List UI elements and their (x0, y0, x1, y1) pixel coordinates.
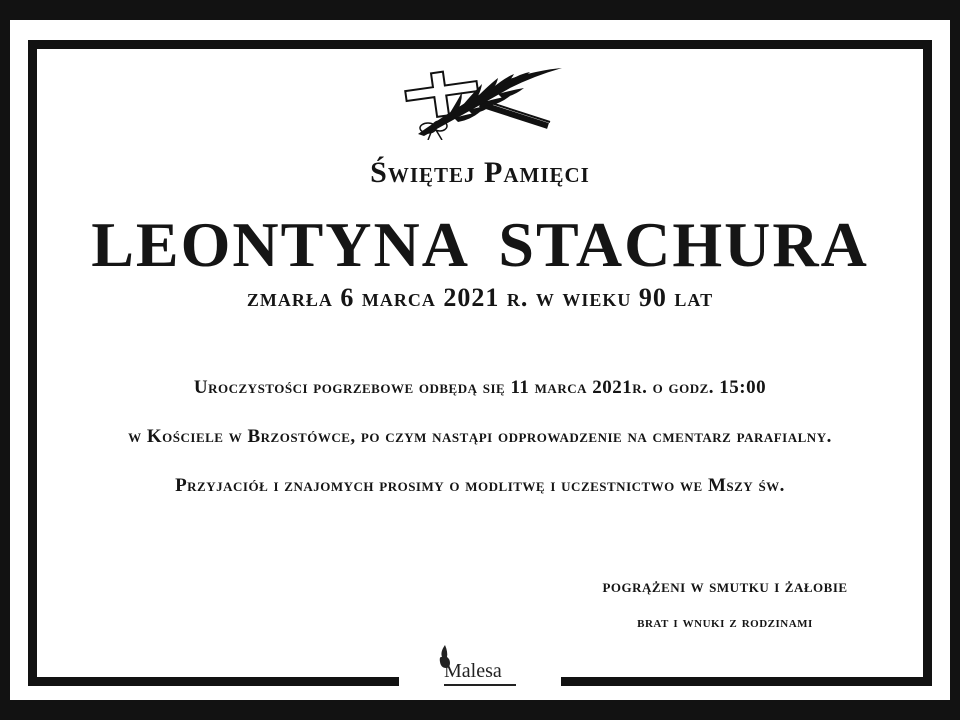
funeral-location-line: w Kościele w Brzostówce, po czym nastąpi odprowadzenie na cmentarz parafialny. (128, 426, 832, 447)
cross-with-palm-branch-icon (398, 66, 566, 140)
funeral-date-line: Uroczystości pogrzebowe odbędą się 11 marca 2021r. o godz. 15:00 (193, 377, 767, 398)
mourners-line: pogrążeni w smutku i żałobie (602, 576, 848, 596)
logo-underline (444, 684, 516, 686)
memory-title: Świętej Pamięci (370, 156, 590, 189)
death-date-line: zmarła 6 marca 2021 r. w wieku 90 lat (246, 283, 714, 312)
logo-text: Malesa (444, 660, 502, 682)
family-line: brat i wnuki z rodzinami (637, 614, 813, 631)
prayer-request-line: Przyjaciół i znajomych prosimy o modlitwę i uczestnictwo we Mszy św. (175, 475, 785, 496)
deceased-name: LEONTYNA STACHURA (91, 209, 869, 280)
malesa-logo (434, 644, 526, 690)
